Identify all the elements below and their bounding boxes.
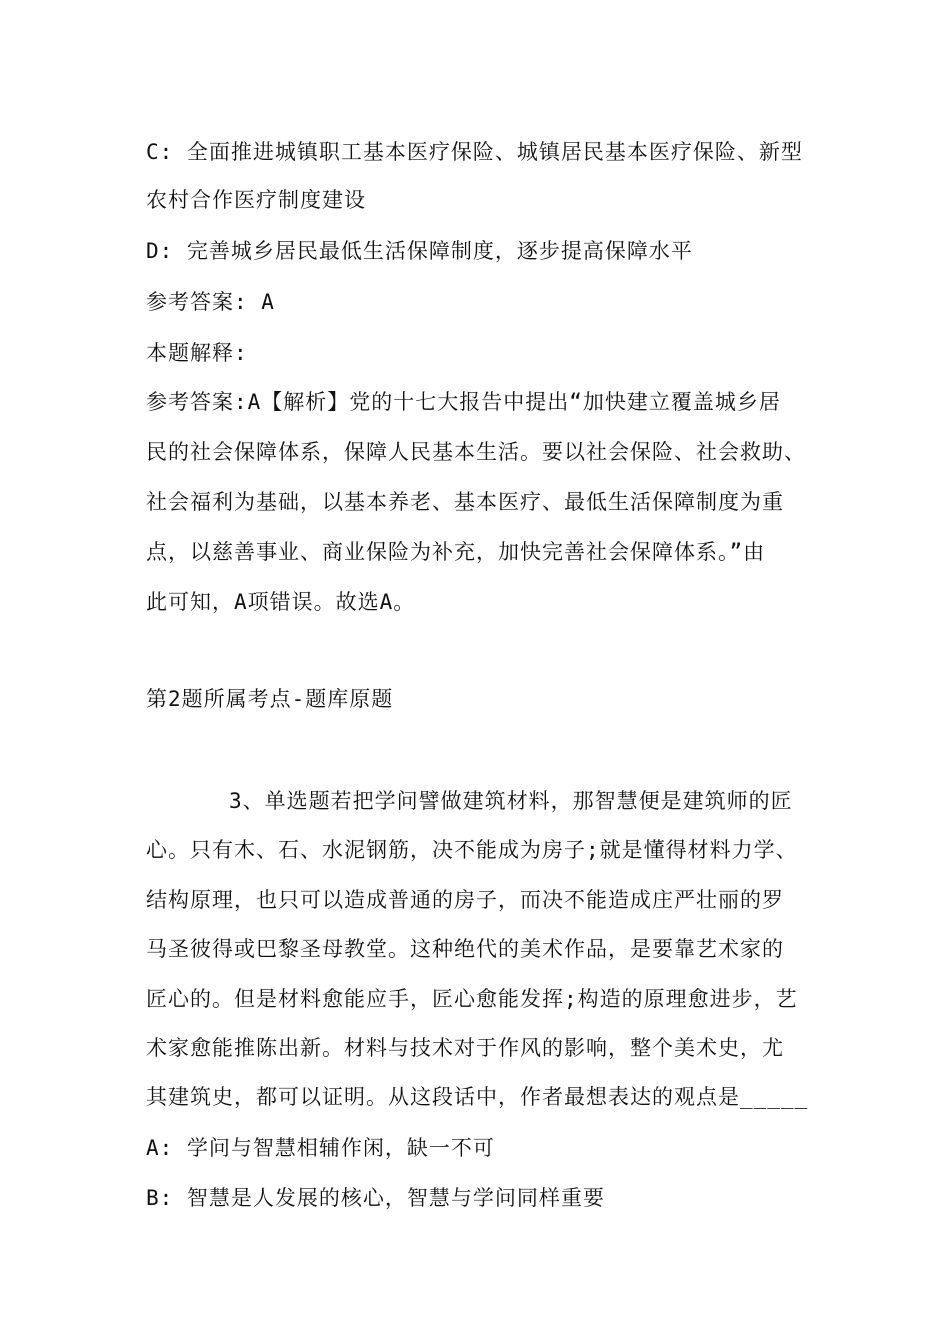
- q1-explanation-line: 民的社会保障体系，保障人民基本生活。要以社会保险、社会救助、: [146, 440, 806, 464]
- q3-stem-line: 3、单选题若把学问譬做建筑材料，那智慧便是建筑师的匠: [229, 789, 793, 813]
- q1-explanation-heading: 本题解释:: [146, 341, 248, 365]
- q1-explanation-line: 参考答案:A【解析】党的十七大报告中提出“加快建立覆盖城乡居: [146, 390, 781, 414]
- q2-topic-heading: 第2题所属考点-题库原题: [146, 687, 394, 711]
- q3-option-a: A: 学问与智慧相辅作闲，缺一不可: [146, 1136, 495, 1160]
- q1-explanation-line: 此可知，A项错误。故选A。: [146, 590, 416, 614]
- q3-stem-line: 术家愈能推陈出新。材料与技术对于作风的影响，整个美术史，尤: [146, 1036, 784, 1060]
- q1-option-c-line-2: 农村合作医疗制度建设: [146, 188, 366, 212]
- q1-explanation-line: 点，以慈善事业、商业保险为补充，加快完善社会保障体系。”由: [146, 540, 766, 564]
- q1-explanation-line: 社会福利为基础，以基本养老、基本医疗、最低生活保障制度为重: [146, 490, 784, 514]
- q3-stem-line: 其建筑史，都可以证明。从这段话中，作者最想表达的观点是_____: [146, 1085, 809, 1109]
- q1-answer: 参考答案: A: [146, 290, 275, 314]
- q1-option-c-line-1: C: 全面推进城镇职工基本医疗保险、城镇居民基本医疗保险、新型: [146, 140, 803, 164]
- q3-stem-line: 马圣彼得或巴黎圣母教堂。这种绝代的美术作品，是要靠艺术家的: [146, 937, 784, 961]
- q1-option-d: D: 完善城乡居民最低生活保障制度，逐步提高保障水平: [146, 239, 693, 263]
- q3-option-b: B: 智慧是人发展的核心，智慧与学问同样重要: [146, 1186, 605, 1210]
- q3-stem-line: 匠心的。但是材料愈能应手，匠心愈能发挥;构造的原理愈进步，艺: [146, 987, 798, 1011]
- q3-stem-line: 心。只有木、石、水泥钢筋，决不能成为房子;就是懂得材料力学、: [146, 838, 798, 862]
- q3-stem-line: 结构原理，也只可以造成普通的房子，而决不能造成庄严壮丽的罗: [146, 888, 784, 912]
